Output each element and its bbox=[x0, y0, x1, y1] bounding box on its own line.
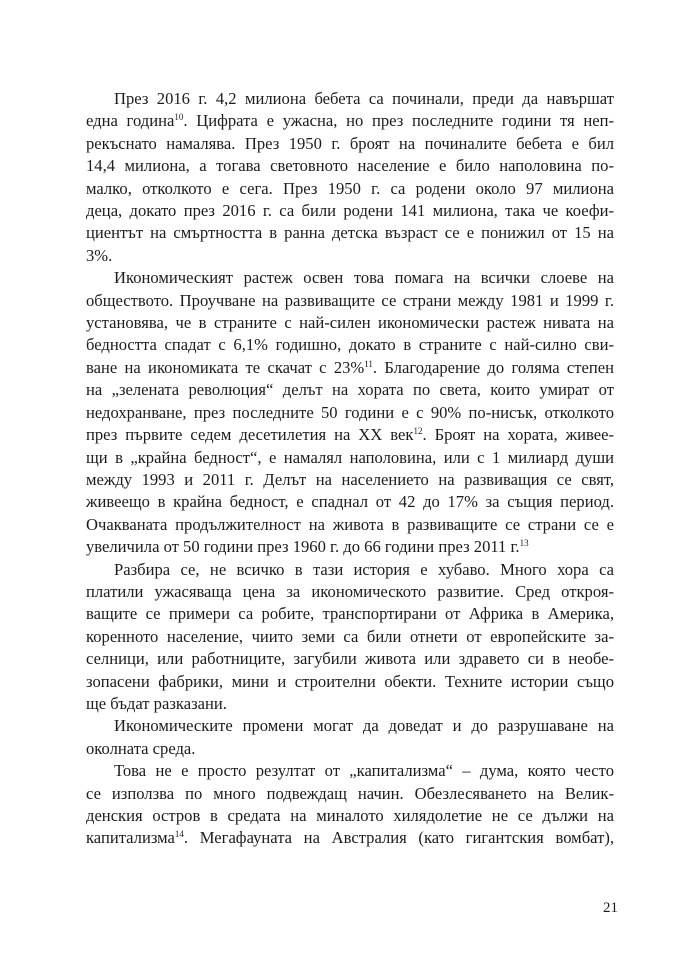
text-line bbox=[86, 648, 614, 670]
page-body bbox=[86, 88, 614, 850]
footnote-marker: 10 bbox=[174, 112, 184, 123]
text-run: коренното население, чиито земи са били отнети от европейските за- bbox=[86, 626, 614, 646]
text-run: околната среда. bbox=[86, 738, 196, 758]
text-line bbox=[86, 155, 614, 177]
text-run: Икономическите промени могат да доведат и до разрушаване на bbox=[114, 716, 614, 736]
text-run: между 1993 и 2011 г. Делът на населението на развиващия се свят, bbox=[86, 469, 614, 489]
text-run: Това не е просто резултат от „капитализма“ – дума, която често bbox=[114, 761, 614, 781]
text-line bbox=[86, 559, 614, 581]
footnote-marker: 14 bbox=[174, 829, 184, 840]
text-line bbox=[86, 178, 614, 200]
text-line bbox=[86, 379, 614, 401]
text-line bbox=[86, 738, 614, 760]
paragraph bbox=[86, 559, 614, 716]
text-run: 3%. bbox=[86, 245, 113, 265]
footnote-marker: 11 bbox=[364, 358, 373, 369]
text-run: се използва по много подвеждащ начин. Обезлесяването на Велик- bbox=[86, 783, 614, 803]
text-run: . Мегафауната на Австралия (като гигантския вомбат), bbox=[183, 828, 614, 848]
text-run: малко, отколкото е сега. През 1950 г. са родени около 97 милиона bbox=[86, 178, 614, 198]
page-number: 21 bbox=[603, 900, 618, 916]
text-run: . Благодарение до голяма степен bbox=[372, 357, 614, 377]
text-line bbox=[86, 783, 614, 805]
text-run: установява, че в страните с най-силен икономически растеж нивата на bbox=[86, 313, 614, 333]
text-run: 14,4 милиона, а тогава световното население е било наполовина по- bbox=[86, 156, 614, 176]
text-run: денския остров в средата на миналото хилядолетие не се дължи на bbox=[86, 806, 614, 825]
text-line bbox=[86, 626, 614, 648]
text-line bbox=[86, 603, 614, 625]
text-run: през първите седем десетилетия на XX век bbox=[86, 425, 414, 445]
footnote-marker: 12 bbox=[413, 426, 423, 437]
paragraph bbox=[86, 760, 614, 850]
text-run: деца, докато през 2016 г. са били родени 141 милиона, така че коефи- bbox=[86, 201, 614, 221]
text-line bbox=[86, 222, 614, 244]
text-run: платили ужасяваща цена за икономическото развитие. Сред откроя- bbox=[86, 581, 614, 601]
body-text bbox=[86, 88, 614, 850]
text-run: . Цифрата е ужасна, но през последните години тя неп- bbox=[183, 111, 614, 131]
text-run: селници, или работниците, загубили живота или здравето си в необе- bbox=[86, 649, 614, 669]
text-run: живеещо в крайна бедност, е спаднал от 42 до 17% за същия период. bbox=[86, 492, 614, 512]
text-run: на „зелената революция“ делът на хората по света, които умират от bbox=[86, 380, 614, 400]
paragraph bbox=[86, 88, 614, 267]
text-run: недохранване, през последните 50 години е с 90% по-нисък, отколкото bbox=[86, 402, 614, 422]
text-line bbox=[86, 200, 614, 222]
text-line bbox=[86, 290, 614, 312]
text-line bbox=[86, 88, 614, 110]
text-run: През 2016 г. 4,2 милиона бебета са починали, преди да навършат bbox=[114, 89, 614, 108]
text-run: зопасени фабрики, мини и строителни обекти. Техните истории също bbox=[86, 671, 614, 691]
text-line bbox=[86, 267, 614, 289]
text-line bbox=[86, 357, 614, 379]
text-run: ване на икономиката те скачат с 23% bbox=[86, 357, 365, 377]
text-run: капитализма bbox=[86, 828, 175, 848]
text-line bbox=[86, 514, 614, 536]
text-line bbox=[86, 491, 614, 513]
text-run: Очакваната продължителност на живота в развиващите се страни се е bbox=[86, 514, 614, 534]
text-line bbox=[86, 805, 614, 827]
text-line bbox=[86, 245, 614, 267]
text-run: ващите се примери са робите, транспортирани от Африка в Америка, bbox=[86, 604, 614, 624]
text-run: една година bbox=[86, 111, 175, 131]
text-line bbox=[86, 671, 614, 693]
text-line bbox=[86, 312, 614, 334]
text-line bbox=[86, 693, 614, 715]
text-line bbox=[86, 827, 614, 849]
paragraph bbox=[86, 715, 614, 760]
text-line bbox=[86, 581, 614, 603]
text-line bbox=[86, 715, 614, 737]
text-line bbox=[86, 402, 614, 424]
text-run: ще бъдат разказани. bbox=[86, 693, 227, 713]
text-line bbox=[86, 133, 614, 155]
text-run: циентът на смъртността в ранна детска възраст се е понижил от 15 на bbox=[86, 223, 614, 243]
text-line bbox=[86, 447, 614, 469]
text-run: бедността спадат с 6,1% годишно, докато в страните с най-силно сви- bbox=[86, 335, 614, 355]
text-run: обществото. Проучване на развиващите се страни между 1981 и 1999 г. bbox=[86, 290, 614, 310]
text-run: рекъснато намалява. През 1950 г. броят на починалите бебета е бил bbox=[86, 133, 614, 153]
text-run: щи в „крайна бедност“, е намалял наполовина, или с 1 милиард души bbox=[86, 447, 614, 467]
text-run: Икономическият растеж освен това помага на всички слоеве на bbox=[114, 268, 614, 288]
text-run: . Броят на хората, живее- bbox=[422, 425, 614, 445]
text-line bbox=[86, 469, 614, 491]
paragraph bbox=[86, 267, 614, 558]
text-run: увеличила от 50 години през 1960 г. до 66 години през 2011 г. bbox=[86, 537, 520, 557]
text-line bbox=[86, 110, 614, 132]
text-line bbox=[86, 536, 614, 558]
text-run: Разбира се, не всичко в тази история е хубаво. Много хора са bbox=[114, 559, 614, 579]
text-line bbox=[86, 760, 614, 782]
text-line bbox=[86, 424, 614, 446]
footnote-marker: 13 bbox=[519, 538, 529, 549]
text-line bbox=[86, 334, 614, 356]
